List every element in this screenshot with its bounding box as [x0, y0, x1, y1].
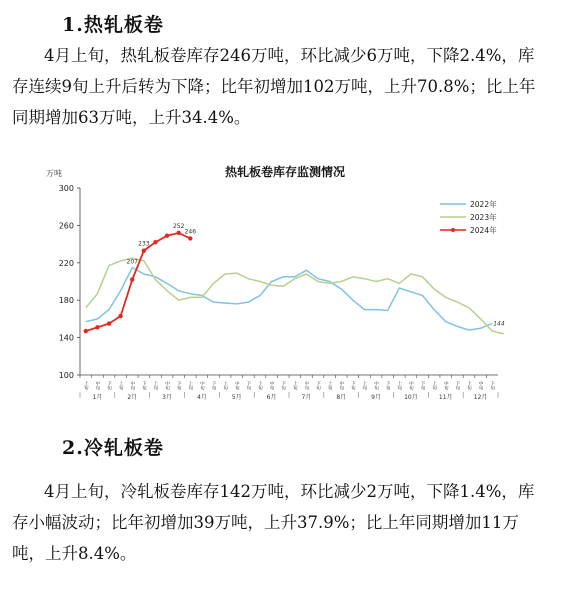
series-point [165, 233, 169, 237]
y-tick-label: 140 [58, 333, 74, 343]
x-tick-label: 上旬 [257, 381, 263, 391]
x-tick-label: 中旬 [234, 381, 240, 391]
data-label: 233 [138, 240, 150, 248]
x-tick-label: 上旬 [466, 381, 472, 391]
x-tick-label: 上旬 [292, 381, 298, 391]
x-tick-label: 中旬 [269, 381, 275, 391]
x-tick-label: 上旬 [396, 381, 402, 391]
series-line-2022年 [86, 268, 492, 331]
chart-title: 热轧板卷库存监测情况 [224, 165, 346, 179]
x-tick-label: 中旬 [303, 381, 309, 391]
month-label: 3月 [162, 394, 172, 401]
x-tick-label: 上旬 [361, 381, 367, 391]
section1-paragraph [12, 40, 550, 133]
month-label: 5月 [231, 394, 242, 401]
y-tick-label: 100 [58, 371, 74, 380]
x-tick-label: 下旬 [489, 381, 495, 391]
series-point [176, 231, 180, 235]
y-tick-label: 180 [58, 296, 74, 306]
chart-svg [40, 158, 530, 403]
x-tick-label: 下旬 [420, 381, 426, 391]
legend-label: 2022年 [470, 200, 497, 209]
x-tick-label: 下旬 [385, 381, 391, 391]
x-tick-label: 下旬 [211, 381, 217, 391]
month-label: 9月 [371, 394, 381, 401]
month-label: 2月 [127, 394, 138, 401]
series-point [107, 321, 111, 325]
x-tick-label: 上旬 [187, 381, 193, 391]
x-tick-label: 中旬 [338, 381, 344, 391]
y-tick-label: 300 [58, 184, 74, 193]
x-tick-label: 上旬 [431, 381, 437, 391]
series-point [84, 329, 88, 333]
x-tick-label: 下旬 [176, 381, 182, 391]
section1-heading: 1.热轧板卷 [62, 14, 164, 36]
x-tick-label: 下旬 [280, 381, 286, 391]
x-tick-label: 下旬 [350, 381, 356, 391]
series-point [118, 314, 122, 318]
x-tick-label: 中旬 [199, 381, 205, 391]
legend-marker [451, 228, 455, 232]
month-label: 4月 [197, 394, 207, 401]
section1-paragraph-text: 4月上旬，热轧板卷库存246万吨，环比减少6万吨，下降2.4%，库存连续9旬上升后转为下降；比年初增加102万吨，上升70.8%；比上年同期增加63万吨，上升34.4%。 [12, 46, 536, 127]
series-point [130, 277, 134, 281]
hot-rolled-inventory-chart [40, 158, 530, 403]
month-label: 6月 [266, 394, 277, 401]
y-tick-label: 260 [58, 221, 74, 231]
x-tick-label: 下旬 [315, 381, 321, 391]
data-label: 207 [126, 258, 138, 266]
x-tick-label: 下旬 [245, 381, 251, 391]
y-tick-label: 220 [58, 258, 74, 268]
x-tick-label: 下旬 [106, 381, 112, 391]
month-label: 7月 [301, 394, 312, 401]
end-data-label: 144 [493, 320, 505, 328]
section2-heading: 2.冷轧板卷 [62, 437, 164, 459]
x-tick-label: 上旬 [152, 381, 158, 391]
month-label: 8月 [336, 394, 347, 401]
x-tick-label: 上旬 [83, 381, 89, 391]
series-line-2023年 [86, 258, 504, 334]
x-tick-label: 中旬 [408, 381, 414, 391]
series-point [153, 240, 157, 244]
series-point [188, 236, 192, 240]
x-tick-label: 上旬 [118, 381, 124, 391]
x-tick-label: 下旬 [454, 381, 460, 391]
month-label: 12月 [473, 394, 488, 401]
x-tick-label: 中旬 [373, 381, 379, 391]
series-point [142, 248, 146, 252]
x-tick-label: 中旬 [129, 381, 135, 391]
series-point [95, 325, 99, 329]
month-label: 10月 [404, 394, 418, 401]
y-axis-unit-label: 万吨 [46, 169, 62, 178]
data-label: 246 [184, 228, 197, 236]
x-tick-label: 中旬 [164, 381, 170, 391]
section2-paragraph-text: 4月上旬，冷轧板卷库存142万吨，环比减少2万吨，下降1.4%，库存小幅波动；比年初增加39万吨，上升37.9%；比上年同期增加11万吨，上升8.4%。 [12, 482, 535, 563]
month-label: 11月 [438, 394, 453, 401]
legend-label: 2023年 [470, 213, 497, 222]
legend-label: 2024年 [470, 226, 497, 235]
x-tick-label: 上旬 [327, 381, 333, 391]
month-label: 1月 [92, 394, 103, 401]
x-tick-label: 上旬 [222, 381, 228, 391]
section2-paragraph [12, 476, 550, 569]
x-tick-label: 中旬 [443, 381, 449, 391]
x-tick-label: 下旬 [141, 381, 147, 391]
data-label: 252 [172, 222, 185, 230]
x-tick-label: 中旬 [94, 381, 100, 391]
x-tick-label: 中旬 [478, 381, 484, 391]
